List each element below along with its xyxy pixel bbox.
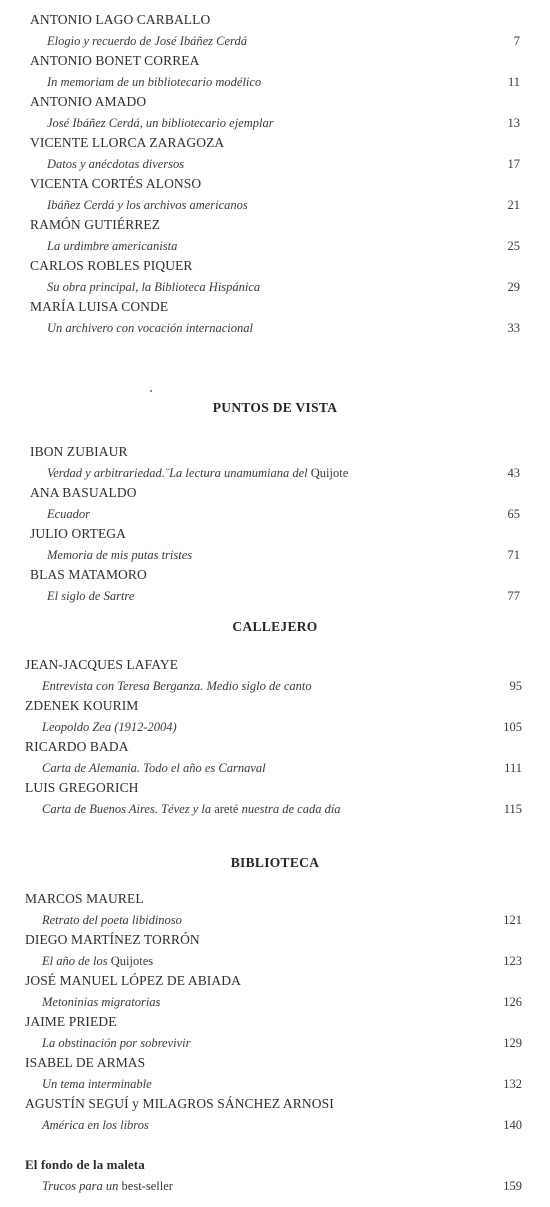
- entry-author: VICENTE LLORCA ZARAGOZA: [30, 135, 225, 150]
- entry-title: Un archivero con vocación internacional: [47, 321, 253, 335]
- entry-page: 65: [507, 507, 520, 521]
- maleta-section: [0, 1155, 550, 1196]
- entry-author: RAMÓN GUTIÉRREZ: [30, 217, 161, 232]
- biblioteca-section: [0, 889, 550, 1135]
- entry-page: 29: [507, 280, 520, 294]
- entry-author: ZDENEK KOURIM: [25, 698, 139, 713]
- entry-author: DIEGO MARTÍNEZ TORRÓN: [25, 932, 200, 947]
- toc-entry: [0, 92, 550, 133]
- entry-title: Memoria de mis putas tristes: [47, 548, 193, 562]
- entry-title: In memoriam de un bibliotecario modélico: [47, 75, 262, 89]
- entry-author: JAIME PRIEDE: [25, 1014, 117, 1029]
- toc-entry: [0, 1155, 550, 1196]
- entry-page: 77: [507, 589, 520, 603]
- toc-entry: [0, 51, 550, 92]
- section-heading-biblioteca: BIBLIOTECA: [230, 855, 320, 870]
- entry-author: RICARDO BADA: [25, 739, 129, 754]
- entry-page: 43: [507, 466, 520, 480]
- entry-title: Ecuador: [47, 507, 91, 521]
- entry-author: VICENTA CORTÉS ALONSO: [30, 176, 202, 191]
- callejero-section: [0, 655, 550, 819]
- entry-author: ANTONIO BONET CORREA: [30, 53, 200, 68]
- entry-title: La urdimbre americanista: [47, 239, 178, 253]
- entry-title: [47, 463, 348, 483]
- entry-page: 7: [513, 34, 520, 48]
- entry-page: 115: [503, 802, 522, 816]
- entry-title: Un tema interminable: [42, 1077, 152, 1091]
- toc-entry: [0, 297, 550, 338]
- toc-entry: [0, 889, 550, 930]
- entry-title-part: Verdad y arbitrariedad.¨La lectura unamumiana del: [47, 466, 311, 480]
- entry-title: José Ibáñez Cerdá, un bibliotecario ejemplar: [47, 116, 274, 130]
- entry-title: [42, 1176, 173, 1196]
- entry-title-part: Trucos para un: [42, 1179, 122, 1193]
- entry-page: 95: [509, 679, 522, 693]
- entry-title-part: El año de los: [42, 954, 111, 968]
- intro-section: [0, 10, 550, 338]
- entry-title-work: Quijotes: [110, 954, 154, 968]
- toc-entry: [0, 215, 550, 256]
- entry-author: ISABEL DE ARMAS: [25, 1055, 146, 1070]
- entry-page: 129: [503, 1036, 522, 1050]
- toc-entry: [0, 778, 550, 819]
- entry-page: 13: [507, 116, 520, 130]
- entry-author: JOSÉ MANUEL LÓPEZ DE ABIADA: [25, 973, 241, 988]
- entry-page: 126: [503, 995, 522, 1009]
- entry-author: LUIS GREGORICH: [25, 780, 139, 795]
- entry-title: Ibáñez Cerdá y los archivos americanos: [47, 198, 248, 212]
- entry-title: Retrato del poeta libidinoso: [42, 913, 182, 927]
- toc-entry: [0, 1094, 550, 1135]
- toc-entry: [0, 971, 550, 1012]
- entry-page: 25: [507, 239, 520, 253]
- entry-page: 33: [507, 321, 520, 335]
- entry-author: CARLOS ROBLES PIQUER: [30, 258, 193, 273]
- entry-title-work: Quijote: [310, 466, 349, 480]
- entry-title: [42, 951, 153, 971]
- entry-title: [42, 799, 341, 819]
- entry-author: ANTONIO AMADO: [30, 94, 147, 109]
- toc-entry: [0, 483, 550, 524]
- entry-page: 17: [507, 157, 520, 171]
- toc-entry: [0, 696, 550, 737]
- entry-page: 132: [503, 1077, 522, 1091]
- toc-entry: [0, 524, 550, 565]
- entry-author: MARCOS MAUREL: [25, 891, 144, 906]
- entry-author: IBON ZUBIAUR: [30, 444, 128, 459]
- section-heading-puntos-de-vista: PUNTOS DE VISTA: [212, 400, 338, 415]
- entry-title-term: areté: [214, 802, 239, 816]
- entry-title: Leopoldo Zea (1912-2004): [42, 720, 177, 734]
- toc-entry: [0, 133, 550, 174]
- toc-entry: [0, 1012, 550, 1053]
- entry-page: 21: [507, 198, 520, 212]
- toc-entry: [0, 174, 550, 215]
- print-speck: [150, 390, 152, 392]
- entry-title: Datos y anécdotas diversos: [47, 157, 185, 171]
- entry-author: JEAN-JACQUES LAFAYE: [25, 657, 179, 672]
- entry-page: 140: [503, 1118, 522, 1132]
- entry-title: Elogio y recuerdo de José Ibáñez Cerdá: [47, 34, 247, 48]
- entry-author: MARÍA LUISA CONDE: [30, 299, 169, 314]
- entry-author: AGUSTÍN SEGUÍ y MILAGROS SÁNCHEZ ARNOSI: [25, 1096, 334, 1111]
- entry-title-term: best-seller: [121, 1179, 173, 1193]
- entry-title: Metoninias migratorias: [42, 995, 161, 1009]
- toc-entry: [0, 655, 550, 696]
- entry-title-part: Carta de Buenos Aires. Tévez y la: [42, 802, 215, 816]
- toc-entry: [0, 10, 550, 51]
- entry-title: América en los libros: [42, 1118, 149, 1132]
- entry-title: El siglo de Sartre: [47, 589, 135, 603]
- section-heading-callejero: CALLEJERO: [232, 619, 318, 634]
- entry-title-part: nuestra de cada día: [238, 802, 341, 816]
- entry-title: Su obra principal, la Biblioteca Hispánica: [47, 280, 261, 294]
- puntos-section: [0, 442, 550, 606]
- toc-entry: [0, 1053, 550, 1094]
- entry-author: JULIO ORTEGA: [30, 526, 127, 541]
- entry-page: 159: [503, 1179, 522, 1193]
- entry-author: ANTONIO LAGO CARBALLO: [30, 12, 211, 27]
- toc-entry: [0, 442, 550, 483]
- toc-entry: [0, 565, 550, 606]
- entry-page: 71: [507, 548, 520, 562]
- entry-author: ANA BASUALDO: [30, 485, 137, 500]
- entry-title: Entrevista con Teresa Berganza. Medio siglo de canto: [42, 679, 312, 693]
- toc-entry: [0, 930, 550, 971]
- entry-page: 111: [504, 761, 522, 775]
- entry-title: La obstinación por sobrevivir: [42, 1036, 191, 1050]
- entry-title: Carta de Alemania. Todo el año es Carnaval: [42, 761, 266, 775]
- entry-page: 105: [503, 720, 522, 734]
- entry-page: 11: [507, 75, 520, 89]
- entry-page: 123: [503, 954, 522, 968]
- toc-entry: [0, 737, 550, 778]
- toc-entry: [0, 256, 550, 297]
- entry-page: 121: [503, 913, 522, 927]
- section-heading-fondo-de-la-maleta: El fondo de la maleta: [25, 1157, 145, 1172]
- entry-author: BLAS MATAMORO: [30, 567, 147, 582]
